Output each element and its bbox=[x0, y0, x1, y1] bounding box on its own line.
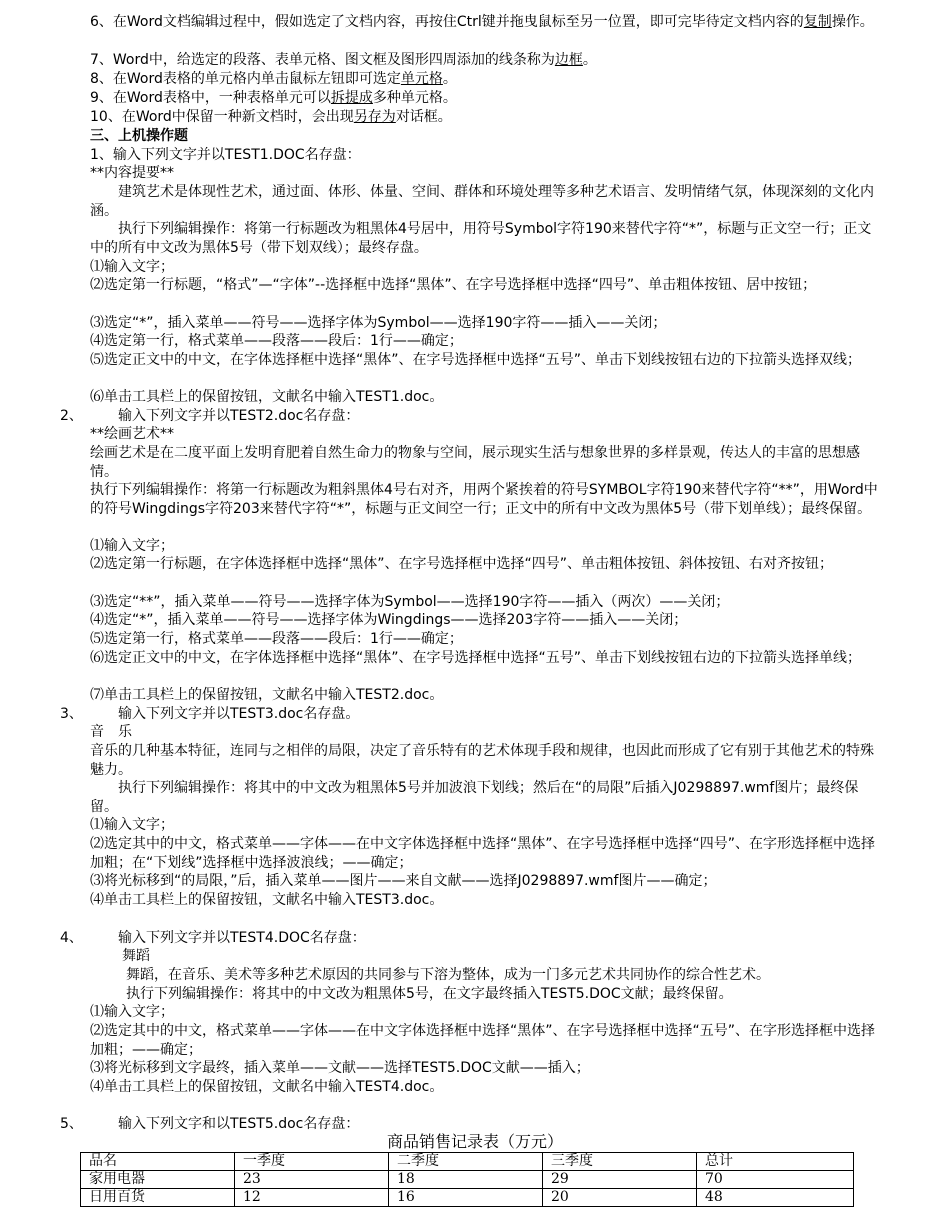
question-3-task: 执行下列编辑操作：将其中的中文改为粗黑体5号并加波浪下划线；然后在“的局限”后插入J0298897.wmf图片；最终保留。 bbox=[90, 780, 859, 815]
table-cell: 12 bbox=[235, 1189, 389, 1207]
question-1-step-1: ⑴输入文字； bbox=[90, 259, 174, 275]
question-3-number: 3、 bbox=[60, 706, 83, 722]
question-1-step-4: ⑷选定第一行，格式菜单——段落——段后：1行——确定； bbox=[90, 333, 463, 349]
question-4-body: 舞蹈，在音乐、美术等多种艺术原因的共同参与下溶为整体，成为一门多元艺术共同协作的综合性艺术。 bbox=[126, 967, 770, 983]
table-header-cell: 一季度 bbox=[235, 1153, 389, 1171]
table-row bbox=[81, 1171, 854, 1189]
question-3-step-3: ⑶将光标移到“的局限，”后，插入菜单——图片——来自文献——选择J0298897.wmf图片——确定； bbox=[90, 873, 717, 889]
table-cell: 70 bbox=[697, 1171, 854, 1189]
question-4-step-2: ⑵选定其中的中文，格式菜单——字体——在中文字体选择框中选择“黑体”、在字号选择框中选择“五号”、在字形选择框中选择加粗；——确定； bbox=[90, 1023, 876, 1058]
item-text: 9、在Word表格中，一种表格单元可以 bbox=[90, 90, 331, 106]
question-4-step-3: ⑶将光标移到文字最终，插入菜单——文献——选择TEST5.DOC文献——插入； bbox=[90, 1060, 590, 1076]
item-text: 对话框。 bbox=[395, 109, 452, 125]
question-3-body: 音乐的几种基本特征，连同与之相伴的局限，决定了音乐特有的艺术体现手段和规律，也因此而形成了它有别于其他艺术的特殊魅力。 bbox=[90, 743, 874, 778]
question-2-title: **绘画艺术** bbox=[90, 426, 174, 442]
question-2-task: 执行下列编辑操作：将第一行标题改为粗斜黑体4号右对齐，用两个紧挨着的符号SYMBOL字符190来替代字符“**”，用Word中的符号Wingdings字符203来替代字符“*”，标题与正文间空一行；正文中的所有中文改为黑体5号（带下划单线）；最终保留。 bbox=[90, 482, 878, 517]
section-heading: 三、上机操作题 bbox=[90, 128, 188, 144]
table-header-cell: 二季度 bbox=[389, 1153, 543, 1171]
question-2-body: 绘画艺术是在二度平面上发明育肥着自然生命力的物象与空间，展示现实生活与想象世界的多样景观，传达人的丰富的思想感情。 bbox=[90, 445, 860, 480]
table-cell: 家用电器 bbox=[81, 1171, 235, 1189]
question-2-intro: 输入下列文字并以TEST2.doc名存盘： bbox=[118, 408, 360, 424]
question-2-step-7: ⑺单击工具栏上的保留按钮，文献名中输入TEST2.doc。 bbox=[90, 687, 444, 703]
item-text: 8、在Word表格的单元格内单击鼠标左钮即可选定 bbox=[90, 71, 401, 87]
answer-underlined: 边框 bbox=[554, 52, 583, 68]
question-2-step-3: ⑶选定“**”，插入菜单——符号——选择字体为Symbol——选择190字符——插入（两次）——关闭； bbox=[90, 594, 730, 610]
question-1-step-6: ⑹单击工具栏上的保留按钮，文献名中输入TEST1.doc。 bbox=[90, 389, 444, 405]
question-2-step-1: ⑴输入文字； bbox=[90, 538, 174, 554]
table-cell: 48 bbox=[697, 1189, 854, 1207]
fill-blank-item-6 bbox=[90, 13, 878, 32]
answer-underlined: 单元格 bbox=[400, 71, 443, 87]
item-text: 。 bbox=[442, 71, 457, 87]
table-header-cell: 品名 bbox=[81, 1153, 235, 1171]
item-text: 。 bbox=[582, 52, 597, 68]
question-4-task: 执行下列编辑操作：将其中的中文改为粗黑体5号，在文字最终插入TEST5.DOC文献；最终保留。 bbox=[126, 986, 733, 1002]
question-1-step-2: ⑵选定第一行标题，“格式”—“字体”--选择框中选择“黑体”、在字号选择框中选择“四号”、单击粗体按钮、居中按钮； bbox=[90, 277, 817, 293]
question-3-title: 音 乐 bbox=[90, 724, 132, 740]
table-cell: 日用百货 bbox=[81, 1189, 235, 1207]
question-2-step-5: ⑸选定第一行，格式菜单——段落——段后：1行——确定； bbox=[90, 631, 463, 647]
question-1-body: 建筑艺术是体现性艺术，通过面、体形、体量、空间、群体和环境处理等多种艺术语言、发明情绪气氛，体现深刻的文化内涵。 bbox=[90, 184, 874, 219]
question-2-step-2: ⑵选定第一行标题，在字体选择框中选择“黑体”、在字号选择框中选择“四号”、单击粗体按钮、斜体按钮、右对齐按钮； bbox=[90, 556, 834, 572]
question-4-number: 4、 bbox=[60, 930, 83, 946]
question-2-number: 2、 bbox=[60, 408, 83, 424]
question-3-step-2: ⑵选定其中的中文，格式菜单——字体——在中文字体选择框中选择“黑体”、在字号选择框中选择“四号”、在字形选择框中选择加粗；在“下划线”选择框中选择波浪线；——确定； bbox=[90, 836, 876, 871]
fill-blank-item-9 bbox=[90, 89, 878, 108]
question-4-title: 舞蹈 bbox=[122, 948, 150, 964]
question-4-intro: 输入下列文字并以TEST4.DOC名存盘： bbox=[118, 930, 366, 946]
question-5-intro: 输入下列文字和以TEST5.doc名存盘： bbox=[118, 1116, 360, 1132]
fill-blank-item-10 bbox=[90, 108, 878, 127]
table-title: 商品销售记录表（万元） bbox=[386, 1132, 563, 1151]
table-cell: 18 bbox=[389, 1171, 543, 1189]
question-1-task: 执行下列编辑操作：将第一行标题改为粗黑体4号居中，用符号Symbol字符190来替代字符“*”，标题与正文空一行；正文中的所有中文改为黑体5号（带下划双线）；最终存盘。 bbox=[90, 221, 872, 256]
fill-blank-item-7 bbox=[90, 51, 878, 70]
question-2-step-4: ⑷选定“*”，插入菜单——符号——选择字体为Wingdings——选择203字符——插入——关闭； bbox=[90, 612, 688, 628]
question-3-step-4: ⑷单击工具栏上的保留按钮，文献名中输入TEST3.doc。 bbox=[90, 892, 444, 908]
question-5-number: 5、 bbox=[60, 1116, 83, 1132]
table-cell: 23 bbox=[235, 1171, 389, 1189]
question-1-step-5: ⑸选定正文中的中文，在字体选择框中选择“黑体”、在字号选择框中选择“五号”、单击下划线按钮右边的下拉箭头选择双线； bbox=[90, 352, 862, 368]
table-header-row bbox=[81, 1153, 854, 1171]
question-1-title: **内容提要** bbox=[90, 165, 174, 181]
table-cell: 29 bbox=[543, 1171, 697, 1189]
question-1-step-3: ⑶选定“*”，插入菜单——符号——选择字体为Symbol——选择190字符——插入——关闭； bbox=[90, 315, 667, 331]
item-text: 6、在Word文档编辑过程中，假如选定了文档内容，再按住Ctrl键并拖曳鼠标至另一位置，即可完毕待定文档内容的 bbox=[90, 14, 804, 30]
fill-blank-item-8 bbox=[90, 70, 878, 89]
question-4-step-1: ⑴输入文字； bbox=[90, 1004, 174, 1020]
table-row bbox=[81, 1189, 854, 1207]
question-4-step-4: ⑷单击工具栏上的保留按钮，文献名中输入TEST4.doc。 bbox=[90, 1079, 444, 1095]
item-text: 操作。 bbox=[831, 14, 874, 30]
sales-table bbox=[80, 1152, 854, 1207]
table-header-cell: 三季度 bbox=[543, 1153, 697, 1171]
item-text: 7、Word中，给选定的段落、表单元格、图文框及图形四周添加的线条称为 bbox=[90, 52, 555, 68]
table-cell: 20 bbox=[543, 1189, 697, 1207]
question-1-intro: 1、输入下列文字并以TEST1.DOC名存盘： bbox=[90, 147, 361, 163]
answer-underlined: 复制 bbox=[803, 14, 832, 30]
question-3-step-1: ⑴输入文字； bbox=[90, 817, 174, 833]
table-header-cell: 总计 bbox=[697, 1153, 854, 1171]
table-cell: 16 bbox=[389, 1189, 543, 1207]
answer-underlined: 拆提成 bbox=[330, 90, 373, 106]
question-3-intro: 输入下列文字并以TEST3.doc名存盘。 bbox=[118, 706, 360, 722]
question-2-step-6: ⑹选定正文中的中文，在字体选择框中选择“黑体”、在字号选择框中选择“五号”、单击下划线按钮右边的下拉箭头选择单线； bbox=[90, 650, 862, 666]
item-text: 多种单元格。 bbox=[372, 90, 457, 106]
item-text: 10、在Word中保留一种新文档时，会出现 bbox=[90, 109, 354, 125]
answer-underlined: 另存为 bbox=[353, 109, 396, 125]
